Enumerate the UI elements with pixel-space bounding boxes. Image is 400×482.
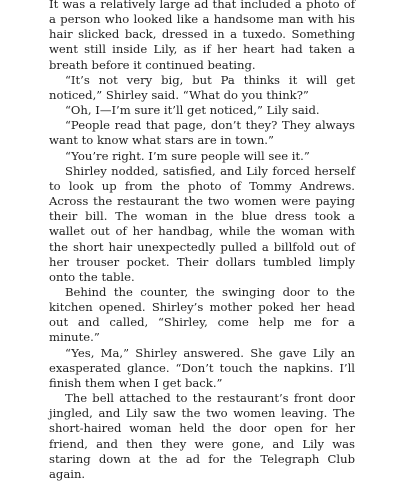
paragraph-4: “People read that page, don’t they? They always want to know what stars are in town.” — [49, 118, 355, 148]
paragraph-1: It was a relatively large ad that included a photo of a person who looked like a handsome man with his hair slicked back, dressed in a tuxedo. Something went still inside Lily, as if her heart had taken a breath before it continued beating. — [49, 0, 355, 72]
paragraph-5: “You’re right. I’m sure people will see it.” — [65, 148, 310, 163]
paragraph-7: Behind the counter, the swinging door to the kitchen opened. Shirley’s mother poked her head out and called, “Shirley, come help me for a minute.” — [49, 284, 355, 345]
page-text — [49, 0, 355, 482]
paragraph-8: “Yes, Ma,” Shirley answered. She gave Lily an exasperated glance. “Don’t touch the napkins. I’ll finish them when I get back.” — [49, 345, 355, 390]
paragraph-6: Shirley nodded, satisfied, and Lily forced herself to look up from the photo of Tommy Andrews. Across the restaurant the two women were paying their bill. The woman in the blue dress took a wallet out of her handbag, while the woman with the short hair unexpectedly pulled a billfold out of her trouser pocket. Their dollars tumbled limply onto the table. — [49, 163, 355, 284]
paragraph-3: “Oh, I—I’m sure it’ll get noticed,” Lily said. — [65, 103, 320, 118]
paragraph-2: “It’s not very big, but Pa thinks it will get noticed,” Shirley said. “What do you think?” — [49, 72, 355, 102]
paragraph-9: The bell attached to the restaurant’s front door jingled, and Lily saw the two women leaving. The short-haired woman held the door open for her friend, and then they were gone, and Lily was staring down at the ad for the Telegraph Club again. — [49, 391, 355, 481]
